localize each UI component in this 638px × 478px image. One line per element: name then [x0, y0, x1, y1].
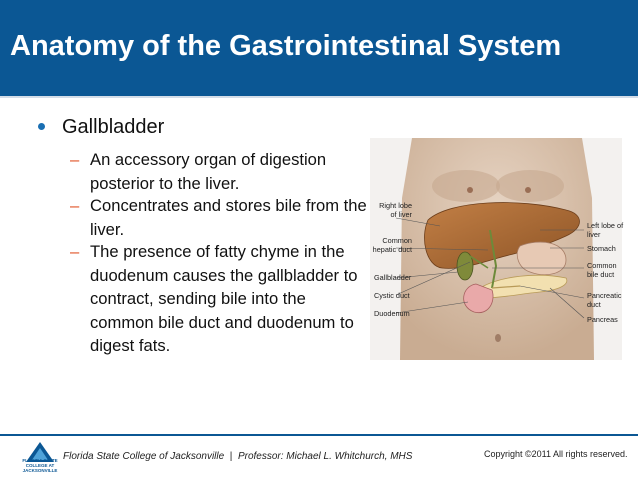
college-logo-text: FLORIDA STATE COLLEGE AT JACKSONVILLE	[22, 458, 58, 473]
footer-divider	[0, 434, 638, 436]
label-pancreatic-duct: Pancreatic duct	[587, 291, 622, 309]
sub-bullet-text: Concentrates and stores bile from the liver.	[90, 196, 367, 239]
label-stomach: Stomach	[587, 244, 616, 253]
title-divider	[0, 96, 638, 98]
label-gallbladder: Gallbladder	[374, 273, 412, 282]
dash-icon: –	[70, 196, 80, 215]
bullet-gallbladder: Gallbladder	[62, 116, 165, 138]
label-left-lobe-of-liver: Left lobe of liver	[587, 221, 624, 239]
label-duodenum: Duodenum	[374, 309, 410, 318]
slide-title: Anatomy of the Gastrointestinal System	[10, 30, 562, 62]
footer-credits	[63, 451, 412, 462]
footer-separator: |	[229, 451, 233, 462]
label-pancreas: Pancreas	[587, 315, 618, 324]
copyright-text: Copyright ©2011 All rights reserved.	[484, 449, 628, 459]
dash-icon: –	[70, 242, 80, 261]
bullet-dot-icon	[38, 123, 45, 130]
label-cystic-duct: Cystic duct	[374, 291, 410, 300]
label-common-hepatic-duct: Common hepatic duct	[372, 236, 412, 254]
sub-bullet-text: The presence of fatty chyme in the duodenum causes the gallbladder to contract, sending bile into the common bile duct and duodenum to digest fats.	[90, 242, 358, 355]
sub-bullet-text: An accessory organ of digestion posterior to the liver.	[90, 150, 327, 193]
label-right-lobe-of-liver: Right lobe of liver	[379, 201, 412, 219]
dash-icon: –	[70, 150, 80, 169]
footer-college: Florida State College of Jacksonville	[63, 451, 225, 462]
label-common-bile-duct: Common bile duct	[587, 261, 617, 279]
footer-professor: Professor: Michael L. Whitchurch, MHS	[237, 451, 413, 462]
